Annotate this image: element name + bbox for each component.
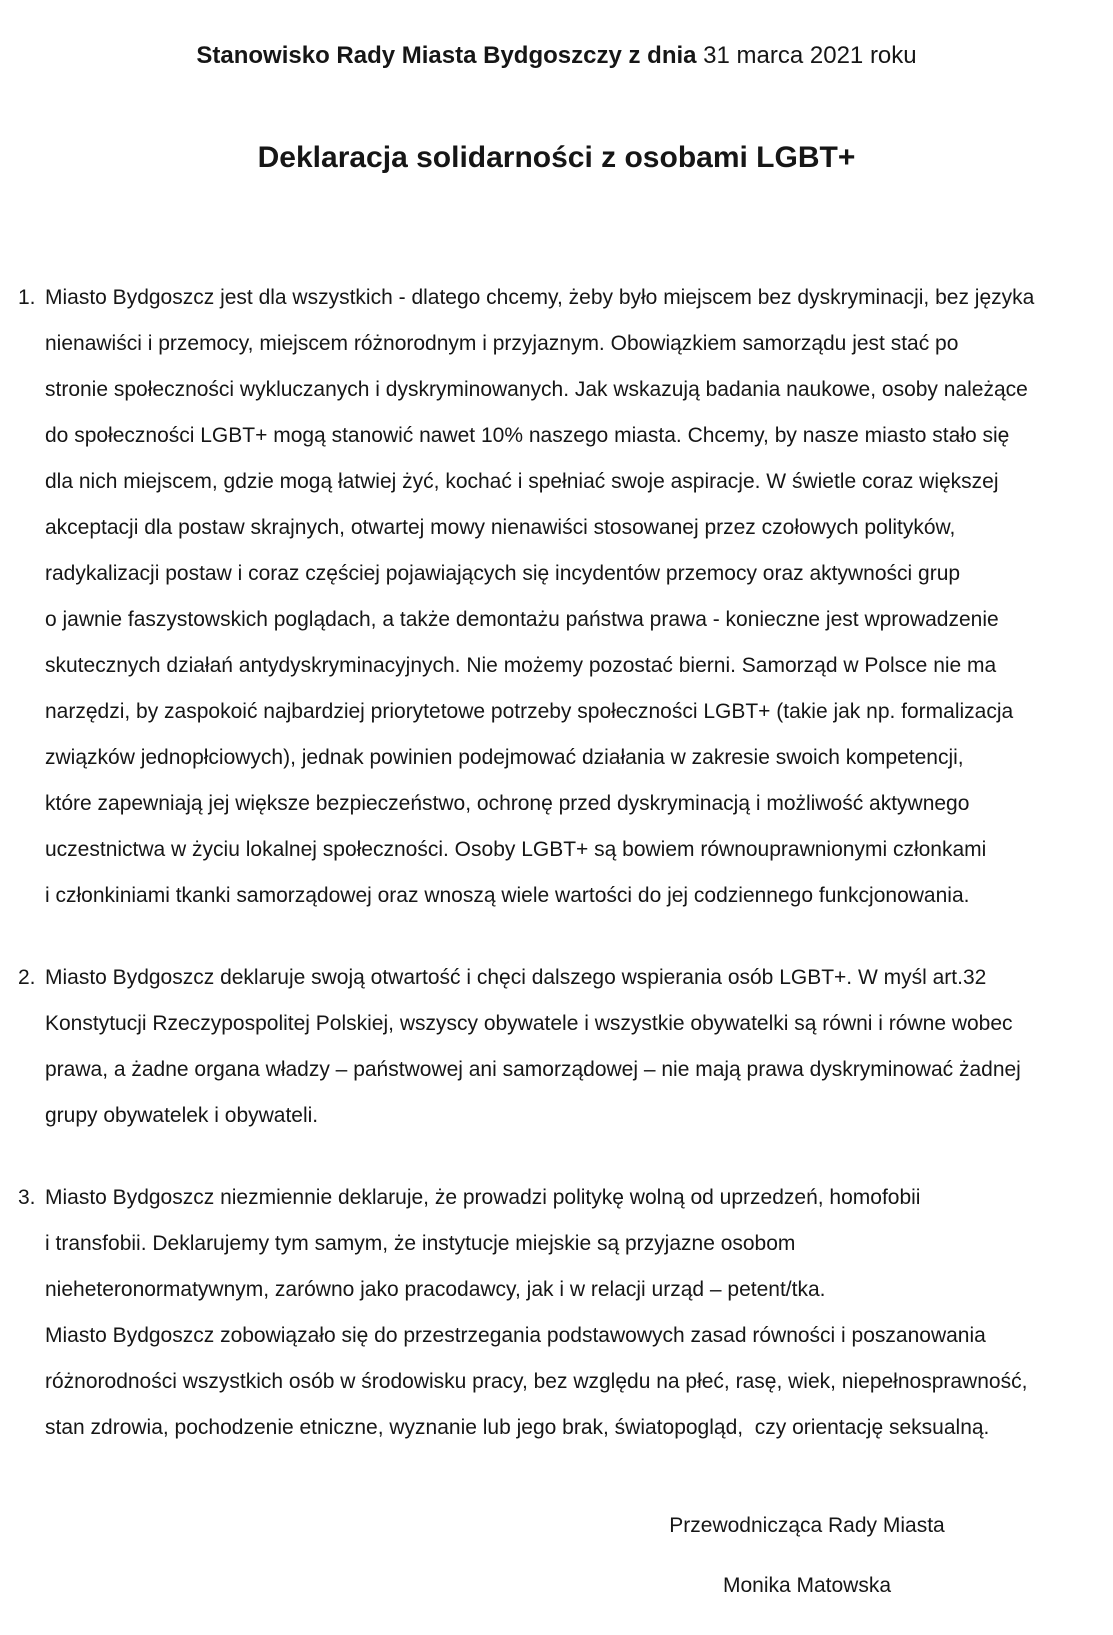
text-line: Miasto Bydgoszcz zobowiązało się do przestrzegania podstawowych zasad równości i poszanowania: [45, 1324, 986, 1347]
document-title: Deklaracja solidarności z osobami LGBT+: [257, 141, 856, 174]
paragraph-1: [18, 275, 1093, 919]
text-line: nienawiści i przemocy, miejscem różnorodnym i przyjaznym. Obowiązkiem samorządu jest stać po: [45, 332, 959, 355]
text-line: o jawnie faszystowskich poglądach, a także demontażu państwa prawa - konieczne jest wprowadzenie: [45, 608, 999, 631]
text-line: uczestnictwa w życiu lokalnej społeczności. Osoby LGBT+ są bowiem równouprawnionymi członkami: [45, 838, 987, 861]
paragraph-number: 2.: [18, 966, 36, 989]
text-line: do społeczności LGBT+ mogą stanowić nawet 10% naszego miasta. Chcemy, by nasze miasto stało się: [45, 424, 1010, 447]
text-line: Miasto Bydgoszcz niezmiennie deklaruje, że prowadzi politykę wolną od uprzedzeń, homofobii: [45, 1186, 921, 1209]
signature-role: Przewodnicząca Rady Miasta: [669, 1514, 945, 1537]
text-line: Miasto Bydgoszcz deklaruje swoją otwartość i chęci dalszego wspierania osób LGBT+. W myśl art.32: [45, 966, 987, 989]
header-date-text: 31 marca 2021 roku: [696, 42, 917, 69]
text-line: radykalizacji postaw i coraz częściej pojawiających się incydentów przemocy oraz aktywności grup: [45, 562, 961, 585]
text-line: stronie społeczności wykluczanych i dyskryminowanych. Jak wskazują badania naukowe, osoby należące: [45, 378, 1028, 401]
text-line: grupy obywatelek i obywateli.: [45, 1104, 319, 1127]
paragraph-list: [0, 275, 1113, 1451]
text-line: skutecznych działań antydyskryminacyjnych. Nie możemy pozostać bierni. Samorząd w Polsce nie ma: [45, 654, 997, 677]
paragraph-text: [45, 275, 1093, 919]
header-bold-text: Stanowisko Rady Miasta Bydgoszczy z dnia: [196, 42, 697, 69]
text-line: nieheteronormatywnym, zarówno jako pracodawcy, jak i w relacji urząd – petent/tka.: [45, 1278, 826, 1301]
text-line: narzędzi, by zaspokoić najbardziej priorytetowe potrzeby społeczności LGBT+ (takie jak np. formalizacja: [45, 700, 1014, 723]
text-line: dla nich miejscem, gdzie mogą łatwiej żyć, kochać i spełniać swoje aspiracje. W świetle coraz większej: [45, 470, 999, 493]
paragraph-2: [18, 955, 1093, 1139]
text-line: stan zdrowia, pochodzenie etniczne, wyznanie lub jego brak, światopogląd, czy orientację seksualną.: [45, 1416, 990, 1439]
text-line: i transfobii. Deklarujemy tym samym, że instytucje miejskie są przyjazne osobom: [45, 1232, 796, 1255]
paragraph-text: [45, 955, 1093, 1139]
paragraph-number: 3.: [18, 1186, 36, 1209]
text-line: różnorodności wszystkich osób w środowisku pracy, bez względu na płeć, rasę, wiek, niepełnosprawność,: [45, 1370, 1028, 1393]
signature-name: Monika Matowska: [722, 1574, 892, 1597]
paragraph-number: 1.: [18, 286, 36, 309]
text-line: które zapewniają jej większe bezpieczeństwo, ochronę przed dyskryminacją i możliwość aktywnego: [45, 792, 970, 815]
text-line: związków jednopłciowych), jednak powinien podejmować działania w zakresie swoich kompetencji,: [45, 746, 964, 769]
paragraph-3: [18, 1175, 1093, 1451]
text-line: prawa, a żadne organa władzy – państwowej ani samorządowej – nie mają prawa dyskryminować żadnej: [45, 1058, 1021, 1081]
text-line: Konstytucji Rzeczypospolitej Polskiej, wszyscy obywatele i wszystkie obywatelki są równi i równe wobec: [45, 1012, 1013, 1035]
paragraph-text: [45, 1175, 1093, 1451]
document-header: [0, 42, 1113, 70]
text-line: Miasto Bydgoszcz jest dla wszystkich - dlatego chcemy, żeby było miejscem bez dyskryminacji, bez języka: [45, 286, 1035, 309]
signature-block: [557, 1513, 1057, 1599]
text-line: akceptacji dla postaw skrajnych, otwartej mowy nienawiści stosowanej przez czołowych polityków,: [45, 516, 956, 539]
text-line: i członkiniami tkanki samorządowej oraz wnoszą wiele wartości do jej codziennego funkcjonowania.: [45, 884, 970, 907]
